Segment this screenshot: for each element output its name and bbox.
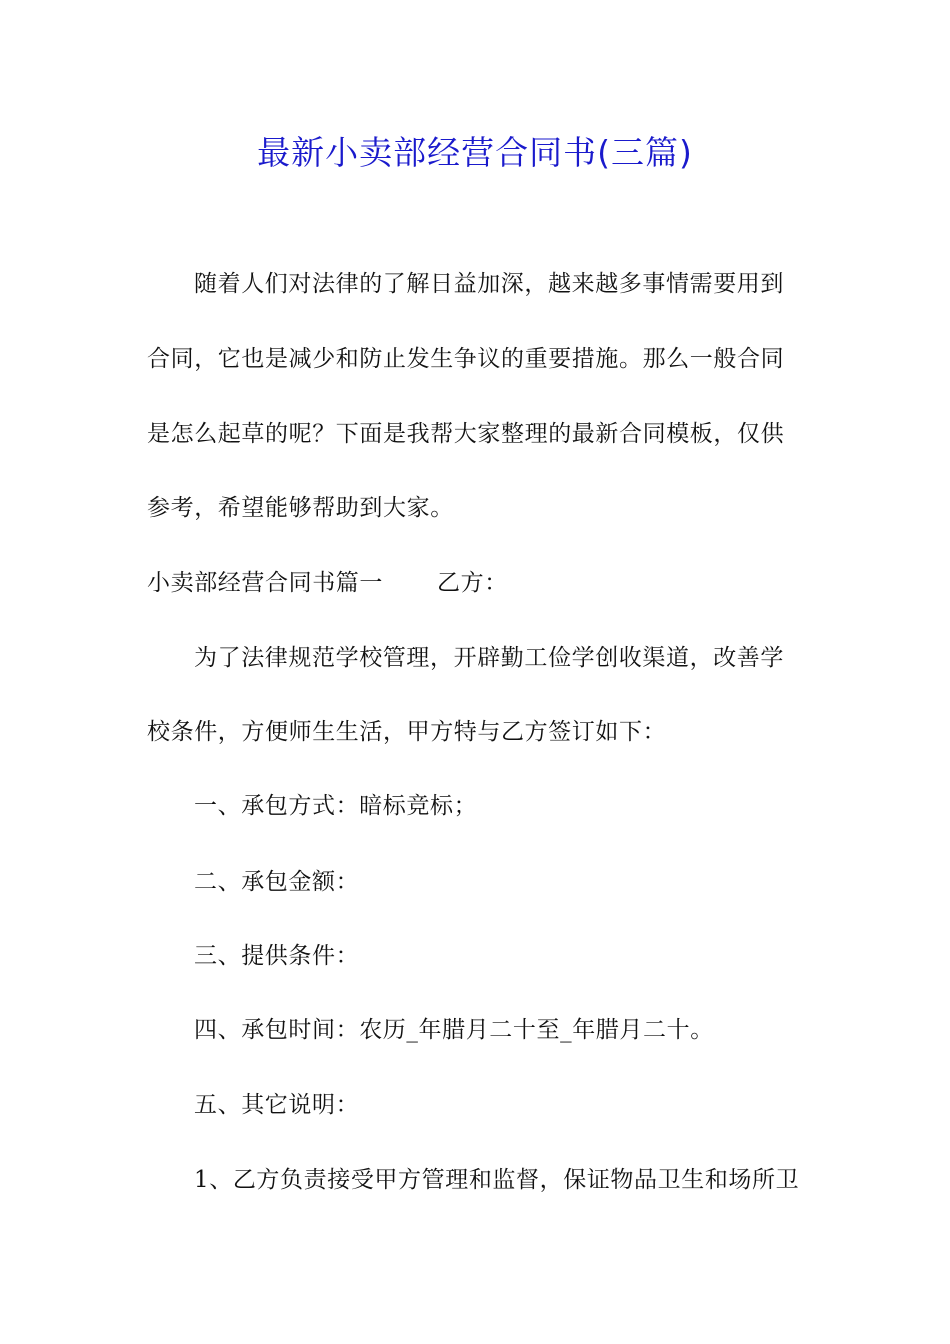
intro-line-4: 参考，希望能够帮助到大家。	[147, 495, 454, 521]
purpose-line-2: 校条件，方便师生生活，甲方特与乙方签订如下：	[147, 719, 667, 745]
intro-line-2: 合同，它也是减少和防止发生争议的重要措施。那么一般合同	[147, 346, 785, 372]
clause-5: 五、其它说明：	[194, 1092, 360, 1118]
section-heading: 小卖部经营合同书篇一	[147, 570, 383, 596]
item-1: 1、乙方负责接受甲方管理和监督，保证物品卫生和场所卫	[194, 1167, 800, 1193]
purpose-line-1: 为了法律规范学校管理，开辟勤工俭学创收渠道，改善学	[194, 645, 784, 671]
clause-1: 一、承包方式：暗标竞标；	[194, 793, 478, 819]
intro-line-3: 是怎么起草的呢？下面是我帮大家整理的最新合同模板，仅供	[147, 421, 785, 447]
clause-4: 四、承包时间：农历_年腊月二十至_年腊月二十。	[194, 1017, 714, 1043]
clause-2: 二、承包金额：	[194, 869, 360, 895]
party-b-label: 乙方：	[437, 570, 508, 596]
document-title: 最新小卖部经营合同书(三篇)	[257, 133, 693, 172]
intro-line-1: 随着人们对法律的了解日益加深，越来越多事情需要用到	[194, 271, 784, 297]
clause-3: 三、提供条件：	[194, 943, 360, 969]
section-heading-row	[147, 563, 812, 603]
